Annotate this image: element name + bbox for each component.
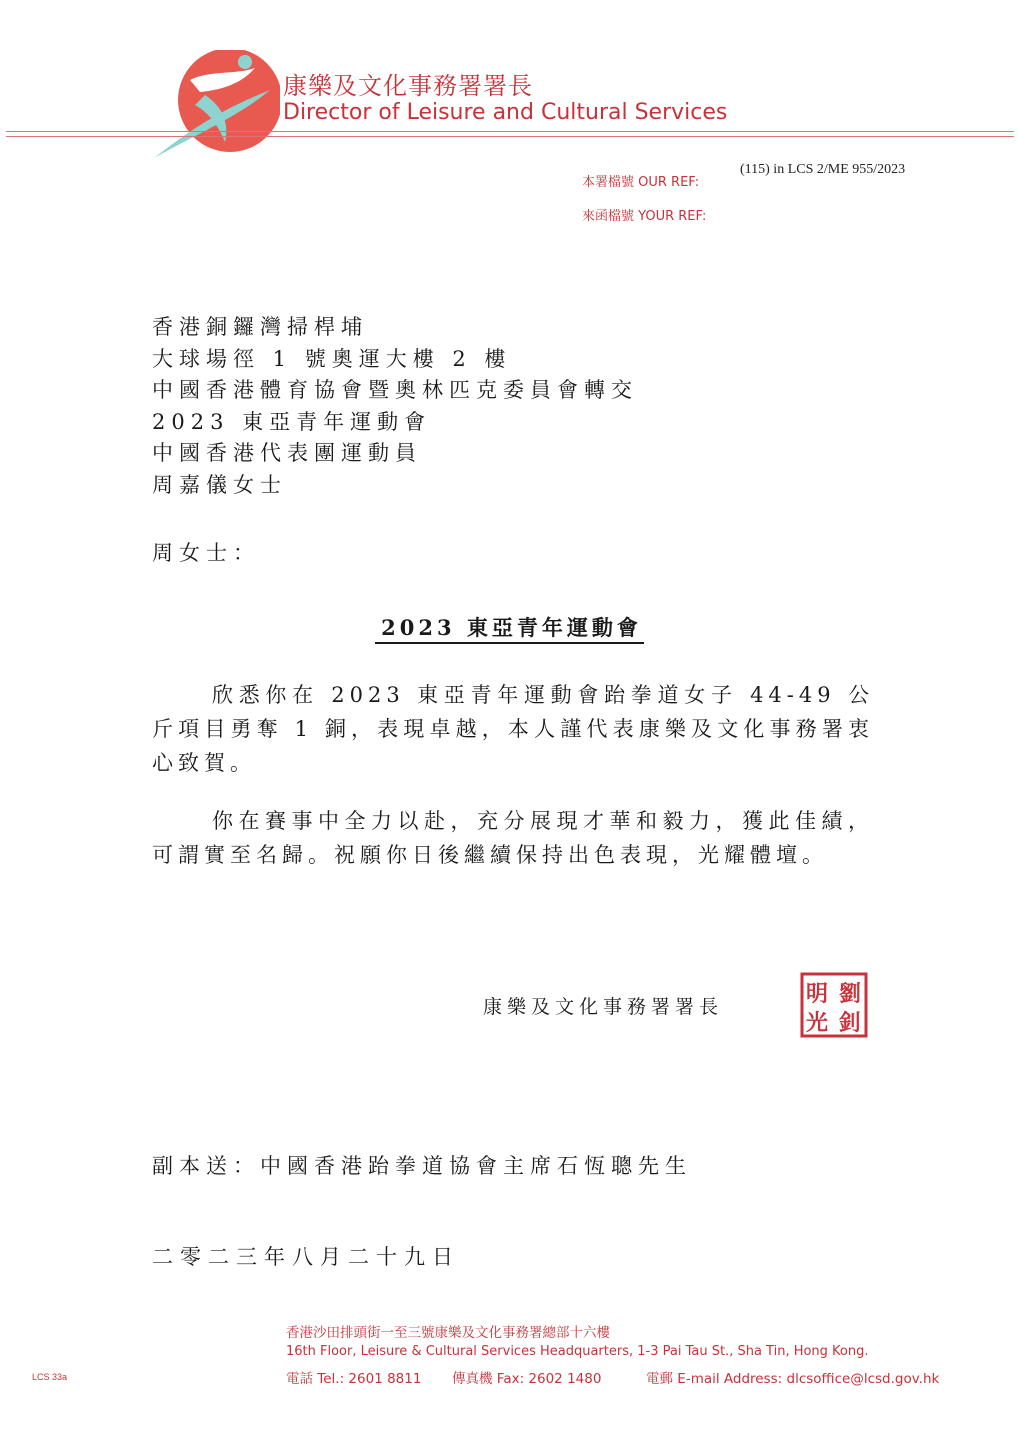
- your-ref-label: 來函檔號 YOUR REF:: [582, 209, 707, 224]
- address-line: 中國香港體育協會暨奧林匹克委員會轉交: [152, 378, 638, 402]
- footer-email: 電郵 E-mail Address: dlcsoffice@lcsd.gov.hk: [646, 1371, 940, 1387]
- form-code: LCS 33a: [32, 1372, 68, 1382]
- svg-text:劉: 劉: [838, 982, 862, 1007]
- letterhead-title-cn: 康樂及文化事務署署長: [283, 72, 533, 100]
- letterhead-title-en: Director of Leisure and Cultural Services: [283, 100, 728, 125]
- recipient-address: [152, 312, 638, 501]
- body-paragraph-1: 欣悉你在 2023 東亞青年運動會跆拳道女子 44-49 公斤項目勇奪 1 銅，表現卓越，本人謹代表康樂及文化事務署衷心致賀。: [152, 683, 874, 775]
- letter-subject: [0, 612, 1019, 642]
- letterhead-rule: [6, 136, 1014, 137]
- address-line: 2023 東亞青年運動會: [152, 409, 432, 434]
- letterhead-rule: [6, 131, 1014, 132]
- lcsd-logo-icon: [150, 50, 280, 160]
- subject-text: 2023 東亞青年運動會: [375, 615, 644, 644]
- svg-text:光: 光: [805, 1011, 829, 1036]
- our-ref-label: 本署檔號 OUR REF:: [582, 175, 700, 190]
- address-line: 周嘉儀女士: [152, 472, 287, 497]
- official-seal-icon: [800, 972, 868, 1038]
- address-line: 大球場徑 1 號奧運大樓 2 樓: [152, 346, 512, 371]
- body-paragraph-2: 你在賽事中全力以赴，充分展現才華和毅力，獲此佳績，可謂實至名歸。祝願你日後繼續保持出色表現，光耀體壇。: [152, 809, 874, 867]
- carbon-copy: 副本送：中國香港跆拳道協會主席石恆聰先生: [152, 1154, 692, 1178]
- svg-text:釗: 釗: [838, 1011, 862, 1036]
- address-line: 中國香港代表團運動員: [152, 441, 422, 465]
- address-line: 香港銅鑼灣掃桿埔: [152, 315, 368, 339]
- our-ref-value: (115) in LCS 2/ME 955/2023: [740, 162, 906, 177]
- salutation: 周女士：: [152, 541, 260, 565]
- signature-title: 康樂及文化事務署署長: [483, 996, 724, 1018]
- footer-address-cn: 香港沙田排頭街一至三號康樂及文化事務署總部十六樓: [286, 1325, 610, 1341]
- footer-tel: 電話 Tel.: 2601 8811: [286, 1371, 422, 1387]
- letter-date: 二零二三年八月二十九日: [152, 1245, 460, 1269]
- footer-address-en: 16th Floor, Leisure & Cultural Services Headquarters, 1-3 Pai Tau St., Sha Tin, Hong Kong.: [286, 1344, 869, 1359]
- svg-text:明: 明: [805, 982, 829, 1007]
- footer-fax: 傳真機 Fax: 2602 1480: [452, 1371, 602, 1387]
